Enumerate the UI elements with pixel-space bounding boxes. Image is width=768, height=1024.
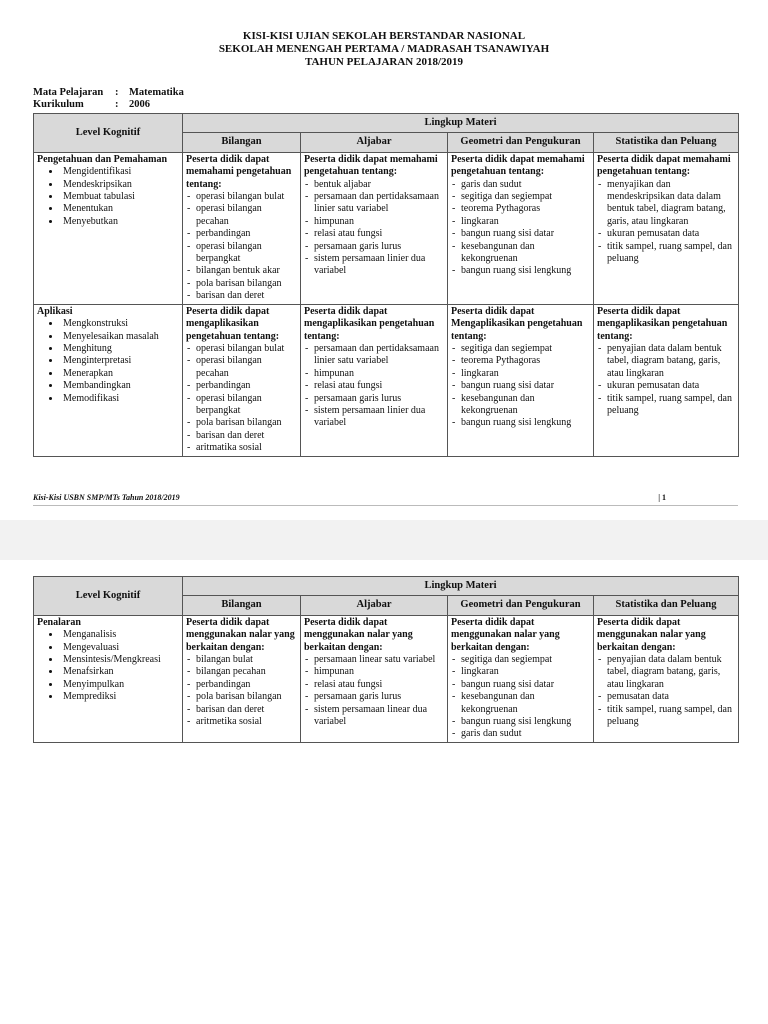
- materi-item: - lingkaran: [451, 666, 590, 678]
- materi-list: [597, 343, 735, 417]
- cell-lead: Peserta didik dapat mengaplikasikan pengetahuan tentang:: [186, 305, 280, 342]
- header-geometri: Geometri dan Pengukuran: [448, 133, 594, 152]
- materi-item: - garis dan sudut: [451, 728, 590, 740]
- materi-item: - aritmatika sosial: [186, 442, 297, 454]
- kisi-table-part-1: [33, 113, 739, 457]
- materi-list: [186, 654, 297, 728]
- subject-row: [33, 87, 184, 99]
- materi-list: [304, 343, 444, 430]
- materi-cell: [183, 152, 301, 304]
- header-level-kognitif: Level Kognitif: [34, 114, 183, 153]
- cell-lead: Peserta didik dapat memahami pengetahuan tentang:: [304, 153, 438, 178]
- materi-cell: [448, 152, 594, 304]
- materi-cell: [183, 615, 301, 742]
- materi-item: - bangun ruang sisi lengkung: [451, 265, 590, 277]
- skill-list: [37, 318, 179, 405]
- materi-item: - garis dan sudut: [451, 179, 590, 191]
- skill-item: • Menentukan: [61, 203, 179, 215]
- header-statistika: Statistika dan Peluang: [594, 596, 739, 615]
- materi-item: - segitiga dan segiempat: [451, 654, 590, 666]
- cell-lead: Peserta didik dapat menggunakan nalar yang berkaitan dengan:: [186, 616, 295, 653]
- materi-item: - penyajian data dalam bentuk tabel, diagram batang, garis, atau lingkaran: [597, 343, 735, 380]
- title-line-1: KISI-KISI UJIAN SEKOLAH BERSTANDAR NASIONAL: [242, 30, 526, 42]
- subject-label: Mata Pelajaran: [33, 87, 104, 98]
- header-aljabar: Aljabar: [301, 133, 448, 152]
- materi-cell: [301, 615, 448, 742]
- materi-item: - bangun ruang sisi datar: [451, 380, 590, 392]
- skill-item: • Memprediksi: [61, 691, 179, 703]
- materi-item: - lingkaran: [451, 368, 590, 380]
- materi-item: - perbandingan: [186, 679, 297, 691]
- materi-item: - titik sampel, ruang sampel, dan peluang: [597, 241, 735, 266]
- materi-item: - teorema Pythagoras: [451, 355, 590, 367]
- materi-list: [186, 191, 297, 303]
- materi-item: - bilangan bulat: [186, 654, 297, 666]
- cell-lead: Peserta didik dapat memahami pengetahuan tentang:: [597, 153, 731, 178]
- materi-cell: [448, 304, 594, 456]
- header-statistika: Statistika dan Peluang: [594, 133, 739, 152]
- materi-cell: [594, 615, 739, 742]
- materi-cell: [594, 304, 739, 456]
- cell-lead: Peserta didik dapat menggunakan nalar yang berkaitan dengan:: [597, 616, 706, 653]
- table-row: [34, 152, 739, 304]
- materi-item: - operasi bilangan pecahan: [186, 355, 297, 380]
- materi-item: - aritmetika sosial: [186, 716, 297, 728]
- cell-lead: Peserta didik dapat menggunakan nalar yang berkaitan dengan:: [304, 616, 413, 653]
- header-lingkup-materi: Lingkup Materi: [183, 577, 739, 596]
- skill-item: • Mengevaluasi: [61, 642, 179, 654]
- materi-item: - himpunan: [304, 216, 444, 228]
- header-geometri: Geometri dan Pengukuran: [448, 596, 594, 615]
- materi-item: - persamaan garis lurus: [304, 691, 444, 703]
- materi-cell: [301, 304, 448, 456]
- materi-list: [597, 179, 735, 266]
- level-name: Aplikasi: [37, 305, 73, 317]
- materi-item: - lingkaran: [451, 216, 590, 228]
- header-lingkup-materi: Lingkup Materi: [183, 114, 739, 133]
- materi-item: - kesebangunan dan kekongruenan: [451, 691, 590, 716]
- materi-item: - himpunan: [304, 666, 444, 678]
- subject-colon: :: [115, 87, 119, 98]
- curriculum-value: 2006: [129, 99, 150, 110]
- materi-item: - pola barisan bilangan: [186, 417, 297, 429]
- header-aljabar: Aljabar: [301, 596, 448, 615]
- materi-item: - perbandingan: [186, 228, 297, 240]
- materi-item: - sistem persamaan linier dua variabel: [304, 405, 444, 430]
- page-footer: [33, 493, 738, 502]
- skill-item: • Membandingkan: [61, 380, 179, 392]
- materi-item: - bilangan pecahan: [186, 666, 297, 678]
- materi-item: - persamaan linear satu variabel: [304, 654, 444, 666]
- level-name: Pengetahuan dan Pemahaman: [37, 153, 168, 165]
- materi-cell: [594, 152, 739, 304]
- table-row: [34, 615, 739, 742]
- skill-item: • Menafsirkan: [61, 666, 179, 678]
- materi-item: - barisan dan deret: [186, 430, 297, 442]
- materi-item: - teorema Pythagoras: [451, 203, 590, 215]
- materi-item: - persamaan garis lurus: [304, 241, 444, 253]
- materi-item: - operasi bilangan berpangkat: [186, 241, 297, 266]
- materi-item: - bilangan bentuk akar: [186, 265, 297, 277]
- materi-cell: [448, 615, 594, 742]
- skill-list: [37, 629, 179, 703]
- cell-lead: Peserta didik dapat mengaplikasikan pengetahuan tentang:: [597, 305, 728, 342]
- materi-item: - kesebangunan dan kekongruenan: [451, 241, 590, 266]
- subject-value: Matematika: [129, 87, 184, 98]
- table-row: [34, 304, 739, 456]
- materi-item: - bangun ruang sisi datar: [451, 679, 590, 691]
- cell-lead: Peserta didik dapat Mengaplikasikan pengetahuan tentang:: [451, 305, 583, 342]
- materi-item: - ukuran pemusatan data: [597, 228, 735, 240]
- skill-item: • Menganalisis: [61, 629, 179, 641]
- materi-item: - persamaan garis lurus: [304, 393, 444, 405]
- materi-item: - bentuk aljabar: [304, 179, 444, 191]
- materi-item: - titik sampel, ruang sampel, dan peluang: [597, 704, 735, 729]
- materi-item: - persamaan dan pertidaksamaan linier satu variabel: [304, 191, 444, 216]
- materi-cell: [301, 152, 448, 304]
- header-bilangan: Bilangan: [183, 133, 301, 152]
- curriculum-row: [33, 99, 184, 111]
- level-cell: [34, 304, 183, 456]
- title-line-3: TAHUN PELAJARAN 2018/2019: [304, 56, 464, 68]
- materi-item: - segitiga dan segiempat: [451, 343, 590, 355]
- materi-item: - operasi bilangan bulat: [186, 343, 297, 355]
- page-number: | 1: [658, 493, 666, 502]
- document-page-2: [0, 560, 768, 1024]
- level-cell: [34, 615, 183, 742]
- footer-text: Kisi-Kisi USBN SMP/MTs Tahun 2018/2019: [33, 493, 180, 502]
- materi-item: - relasi atau fungsi: [304, 679, 444, 691]
- page-gap: [0, 520, 768, 560]
- materi-item: - pola barisan bilangan: [186, 691, 297, 703]
- materi-item: - ukuran pemusatan data: [597, 380, 735, 392]
- materi-item: - operasi bilangan pecahan: [186, 203, 297, 228]
- materi-list: [597, 654, 735, 728]
- materi-item: - sistem persamaan linear dua variabel: [304, 704, 444, 729]
- skill-item: • Menerapkan: [61, 368, 179, 380]
- footer-divider: [33, 505, 738, 506]
- materi-list: [304, 654, 444, 728]
- materi-item: - operasi bilangan berpangkat: [186, 393, 297, 418]
- skill-item: • Menghitung: [61, 343, 179, 355]
- curriculum-colon: :: [115, 99, 119, 110]
- materi-list: [304, 179, 444, 278]
- materi-item: - penyajian data dalam bentuk tabel, diagram batang, garis, atau lingkaran: [597, 654, 735, 691]
- level-cell: [34, 152, 183, 304]
- skill-item: • Mendeskripsikan: [61, 179, 179, 191]
- header-bilangan: Bilangan: [183, 596, 301, 615]
- materi-item: - kesebangunan dan kekongruenan: [451, 393, 590, 418]
- materi-list: [451, 179, 590, 278]
- materi-item: - himpunan: [304, 368, 444, 380]
- header-level-kognitif: Level Kognitif: [34, 577, 183, 616]
- curriculum-label: Kurikulum: [33, 99, 84, 110]
- materi-item: - barisan dan deret: [186, 704, 297, 716]
- cell-lead: Peserta didik dapat memahami pengetahuan tentang:: [451, 153, 585, 178]
- skill-item: • Mengidentifikasi: [61, 166, 179, 178]
- level-name: Penalaran: [37, 616, 81, 628]
- materi-item: - relasi atau fungsi: [304, 228, 444, 240]
- skill-list: [37, 166, 179, 228]
- cell-lead: Peserta didik dapat memahami pengetahuan tentang:: [186, 153, 292, 190]
- skill-item: • Menginterpretasi: [61, 355, 179, 367]
- skill-item: • Membuat tabulasi: [61, 191, 179, 203]
- skill-item: • Mengkonstruksi: [61, 318, 179, 330]
- materi-item: - menyajikan dan mendeskripsikan data dalam bentuk tabel, diagram batang, garis, atau lingkaran: [597, 179, 735, 229]
- materi-item: - bangun ruang sisi lengkung: [451, 716, 590, 728]
- materi-item: - bangun ruang sisi lengkung: [451, 417, 590, 429]
- materi-list: [451, 343, 590, 430]
- document-title: [0, 30, 768, 69]
- kisi-table-part-2: [33, 576, 739, 743]
- skill-item: • Mensintesis/Mengkreasi: [61, 654, 179, 666]
- materi-item: - persamaan dan pertidaksamaan linier satu variabel: [304, 343, 444, 368]
- skill-item: • Menyimpulkan: [61, 679, 179, 691]
- materi-list: [186, 343, 297, 455]
- materi-item: - titik sampel, ruang sampel, dan peluang: [597, 393, 735, 418]
- skill-item: • Menyelesaikan masalah: [61, 331, 179, 343]
- materi-item: - perbandingan: [186, 380, 297, 392]
- cell-lead: Peserta didik dapat menggunakan nalar yang berkaitan dengan:: [451, 616, 560, 653]
- materi-item: - relasi atau fungsi: [304, 380, 444, 392]
- materi-item: - bangun ruang sisi datar: [451, 228, 590, 240]
- materi-cell: [183, 304, 301, 456]
- skill-item: • Memodifikasi: [61, 393, 179, 405]
- subject-meta: [33, 87, 184, 111]
- materi-item: - operasi bilangan bulat: [186, 191, 297, 203]
- skill-item: • Menyebutkan: [61, 216, 179, 228]
- title-line-2: SEKOLAH MENENGAH PERTAMA / MADRASAH TSANAWIYAH: [218, 43, 550, 55]
- materi-list: [451, 654, 590, 741]
- materi-item: - sistem persamaan linier dua variabel: [304, 253, 444, 278]
- materi-item: - pemusatan data: [597, 691, 735, 703]
- materi-item: - pola barisan bilangan: [186, 278, 297, 290]
- materi-item: - segitiga dan segiempat: [451, 191, 590, 203]
- materi-item: - barisan dan deret: [186, 290, 297, 302]
- cell-lead: Peserta didik dapat mengaplikasikan pengetahuan tentang:: [304, 305, 435, 342]
